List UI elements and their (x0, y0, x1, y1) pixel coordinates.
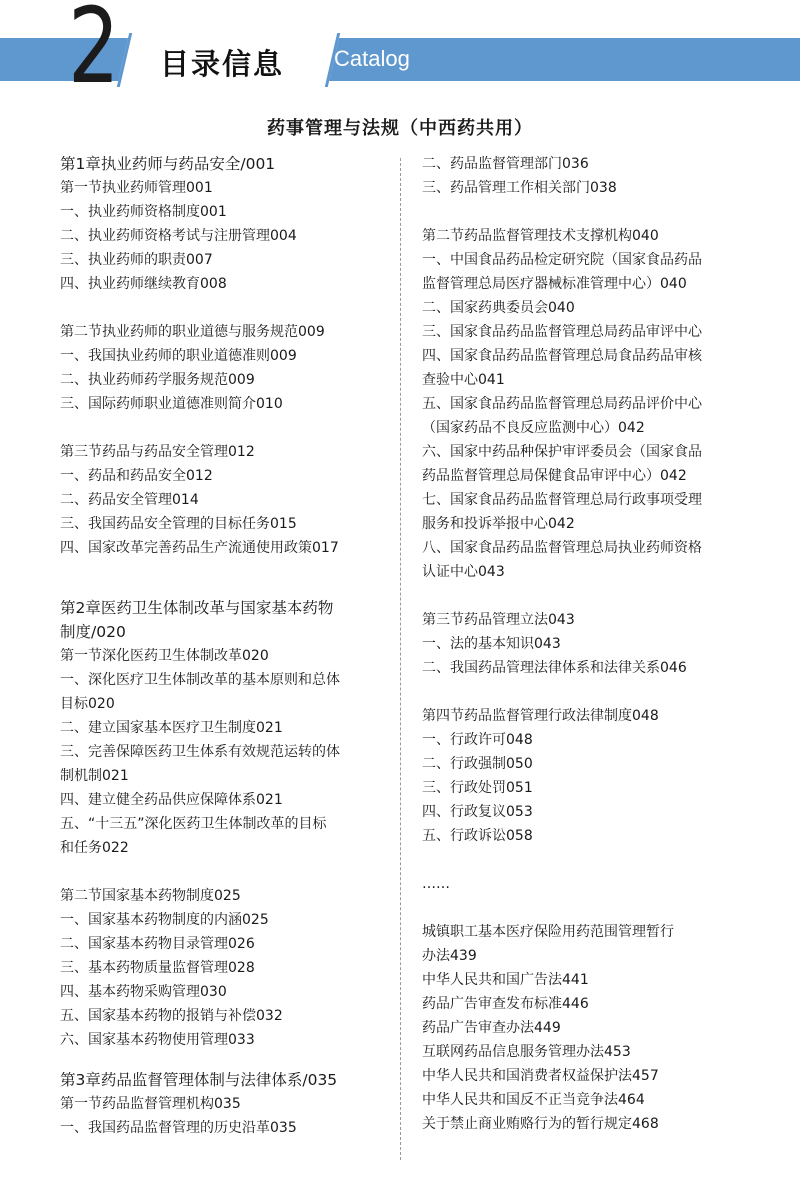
toc-item: 四、基本药物采购管理030 (60, 984, 227, 1000)
section-number: 2 (68, 0, 120, 107)
toc-item: 目标020 (60, 696, 115, 712)
appendix-item: 城镇职工基本医疗保险用药范围管理暂行 (422, 924, 674, 940)
toc-item: 三、国际药师职业道德准则简介010 (60, 396, 283, 412)
toc-item: 五、“十三五”深化医药卫生体制改革的目标 (60, 816, 327, 832)
toc-item: （国家药品不良反应监测中心）042 (422, 420, 645, 436)
toc-item: 二、药品安全管理014 (60, 492, 199, 508)
toc-item: 四、行政复议053 (422, 804, 533, 820)
toc-item: 一、法的基本知识043 (422, 636, 561, 652)
toc-item: 三、基本药物质量监督管理028 (60, 960, 255, 976)
toc-item: 六、国家基本药物使用管理033 (60, 1032, 255, 1048)
toc-item: 三、我国药品安全管理的目标任务015 (60, 516, 297, 532)
toc-item: 二、建立国家基本医疗卫生制度021 (60, 720, 283, 736)
toc-item: 三、完善保障医药卫生体系有效规范运转的体 (60, 744, 340, 760)
toc-item: 五、行政诉讼058 (422, 828, 533, 844)
chapter-heading: 第3章药品监督管理体制与法律体系/035 (60, 1071, 338, 1089)
page-subtitle: Catalog (334, 46, 410, 71)
appendix-item: 药品广告审查发布标准446 (422, 996, 589, 1012)
appendix-item: 中华人民共和国广告法441 (422, 972, 589, 988)
section-heading: 第一节深化医药卫生体制改革020 (60, 648, 269, 664)
toc-item: 一、我国药品监督管理的历史沿革035 (60, 1120, 297, 1136)
toc-item: 三、国家食品药品监督管理总局药品审评中心 (422, 324, 702, 340)
left-column (60, 152, 385, 1140)
appendix-item: 中华人民共和国反不正当竞争法464 (422, 1092, 645, 1108)
toc-item: 二、执业药师资格考试与注册管理004 (60, 228, 297, 244)
page-title: 目录信息 (160, 47, 285, 81)
toc-item: 一、国家基本药物制度的内涵025 (60, 912, 269, 928)
chapter-heading-cont: 制度/020 (60, 623, 126, 641)
toc-item: 一、深化医疗卫生体制改革的基本原则和总体 (60, 672, 340, 688)
appendix-item: 互联网药品信息服务管理办法453 (422, 1044, 631, 1060)
toc-item: 服务和投诉举报中心042 (422, 516, 575, 532)
toc-item: 六、国家中药品种保护审评委员会（国家食品 (422, 444, 702, 460)
toc-item: 一、执业药师资格制度001 (60, 204, 227, 220)
toc-item: 一、中国食品药品检定研究院（国家食品药品 (422, 252, 702, 268)
section-heading: 第二节执业药师的职业道德与服务规范009 (60, 324, 325, 340)
section-heading: 第三节药品与药品安全管理012 (60, 444, 255, 460)
toc-item: 二、行政强制050 (422, 756, 533, 772)
toc-item: 四、执业药师继续教育008 (60, 276, 227, 292)
section-heading: 第三节药品管理立法043 (422, 612, 575, 628)
book-title: 药事管理与法规（中西药共用） (267, 118, 533, 139)
toc-item: 三、执业药师的职责007 (60, 252, 213, 268)
section-heading: 第一节药品监督管理机构035 (60, 1096, 241, 1112)
section-heading: 第四节药品监督管理行政法律制度048 (422, 708, 659, 724)
appendix-item: 关于禁止商业贿赂行为的暂行规定468 (422, 1116, 659, 1132)
toc-item: 四、国家改革完善药品生产流通使用政策017 (60, 540, 339, 556)
toc-item: 四、建立健全药品供应保障体系021 (60, 792, 283, 808)
right-column (422, 152, 752, 1136)
ellipsis: …… (422, 876, 450, 892)
toc-item: 监督管理总局医疗器械标准管理中心）040 (422, 276, 687, 292)
toc-item: 三、药品管理工作相关部门038 (422, 180, 617, 196)
section-heading: 第一节执业药师管理001 (60, 180, 213, 196)
page-header (0, 0, 800, 107)
toc-item: 五、国家食品药品监督管理总局药品评价中心 (422, 396, 702, 412)
toc-item: 二、国家基本药物目录管理026 (60, 936, 255, 952)
appendix-item: 中华人民共和国消费者权益保护法457 (422, 1068, 659, 1084)
toc-item: 查验中心041 (422, 372, 505, 388)
toc-item: 制机制021 (60, 768, 129, 784)
section-heading: 第二节药品监督管理技术支撑机构040 (422, 228, 659, 244)
toc-item: 八、国家食品药品监督管理总局执业药师资格 (422, 540, 702, 556)
section-heading: 第二节国家基本药物制度025 (60, 888, 241, 904)
toc-item: 一、我国执业药师的职业道德准则009 (60, 348, 297, 364)
column-divider (400, 158, 401, 1160)
toc-item: 二、国家药典委员会040 (422, 300, 575, 316)
appendix-item: 药品广告审查办法449 (422, 1020, 561, 1036)
toc-item: 七、国家食品药品监督管理总局行政事项受理 (422, 492, 702, 508)
toc-item: 药品监督管理总局保健食品审评中心）042 (422, 468, 687, 484)
chapter-heading: 第1章执业药师与药品安全/001 (60, 155, 276, 173)
chapter-heading: 第2章医药卫生体制改革与国家基本药物 (60, 599, 334, 617)
toc-item: 三、行政处罚051 (422, 780, 533, 796)
toc-item: 二、执业药师药学服务规范009 (60, 372, 255, 388)
toc-item: 一、行政许可048 (422, 732, 533, 748)
appendix-item: 办法439 (422, 948, 477, 964)
toc-item: 和任务022 (60, 840, 129, 856)
toc-item: 二、我国药品管理法律体系和法律关系046 (422, 660, 687, 676)
toc-item: 五、国家基本药物的报销与补偿032 (60, 1008, 283, 1024)
toc-item: 二、药品监督管理部门036 (422, 156, 589, 172)
toc-item: 四、国家食品药品监督管理总局食品药品审核 (422, 348, 702, 364)
toc-item: 认证中心043 (422, 564, 505, 580)
toc-item: 一、药品和药品安全012 (60, 468, 213, 484)
